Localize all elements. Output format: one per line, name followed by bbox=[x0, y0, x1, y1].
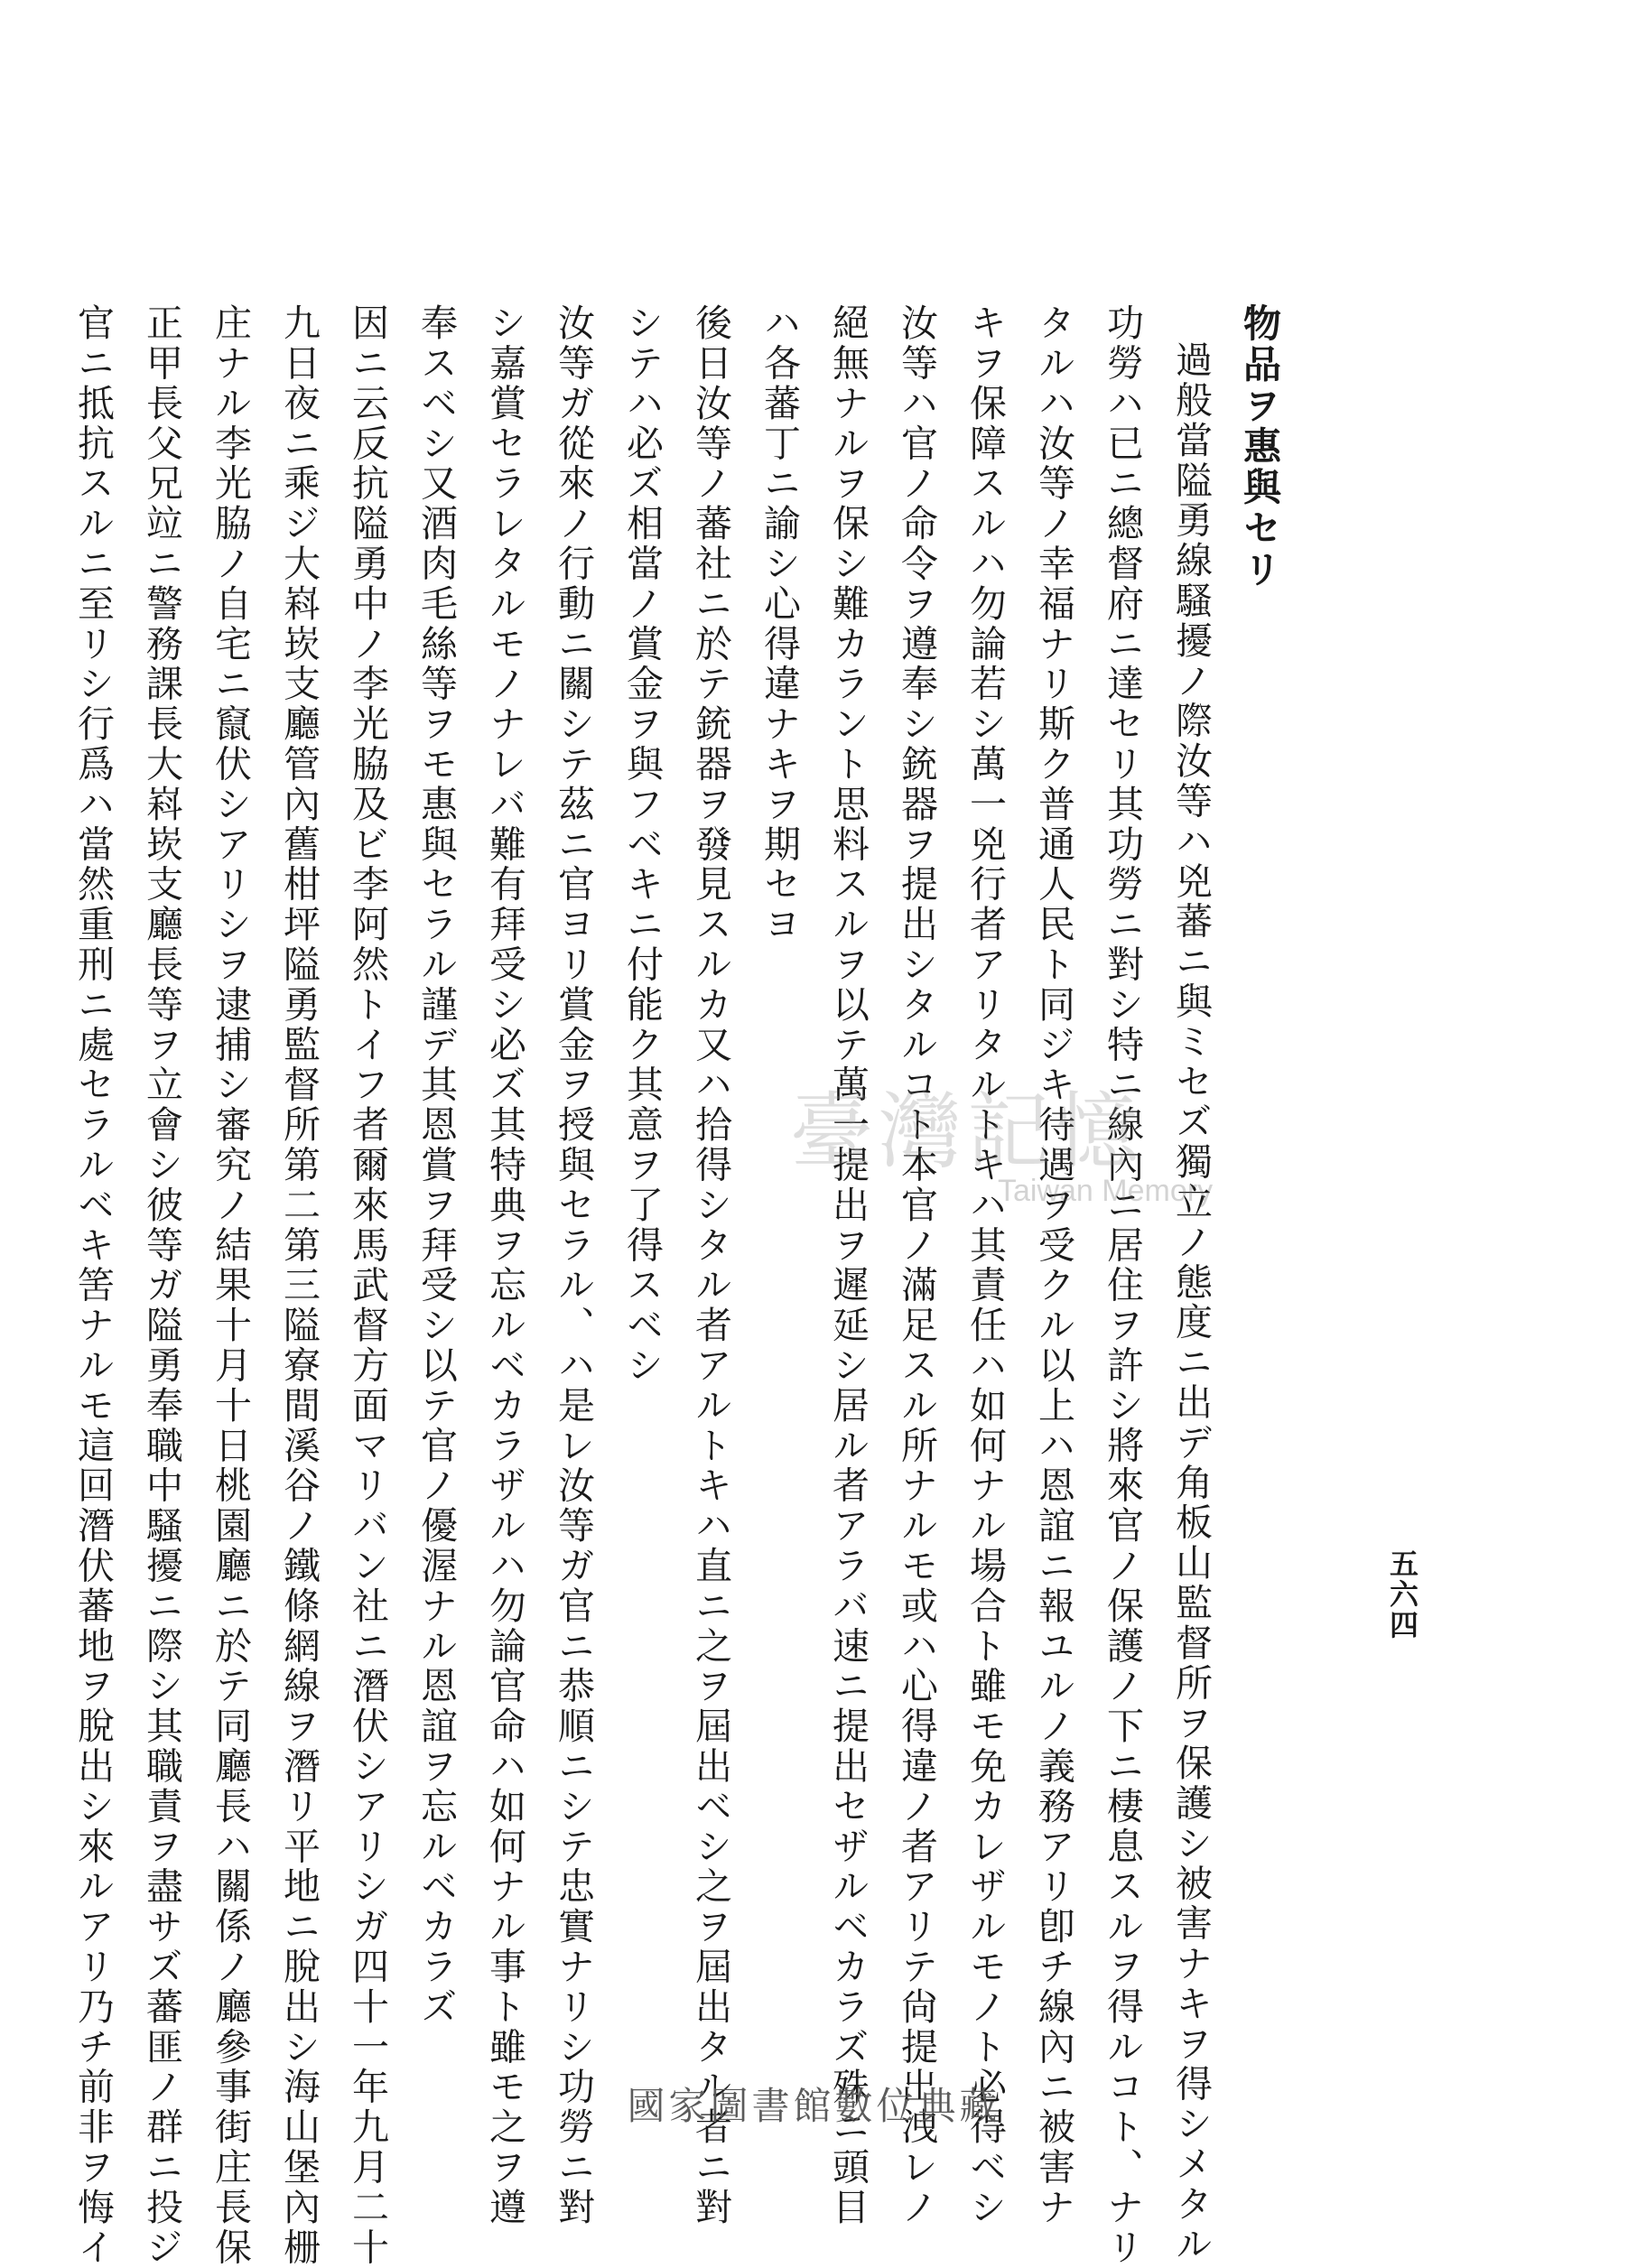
text-line: 因ニ云反抗隘勇中ノ李光脇及ビ李阿然トイフ者爾來馬武督方面マリバン社ニ潛伏シアリシガ四十一年九月二十 bbox=[346, 303, 389, 2268]
text-line: 正甲長父兄竝ニ警務課長大嵙崁支廳長等ヲ立會シ彼等ガ隘勇奉職中騷擾ニ際シ其職責ヲ盡サズ蕃匪ノ群ニ投ジ bbox=[140, 303, 183, 2268]
text-line: キヲ保障スルハ勿論若シ萬一兇行者アリタルトキハ其責任ハ如何ナル場合ト雖モ免カレザルモノト必得ベシ bbox=[963, 303, 1007, 2228]
text-line: タルハ汝等ノ幸福ナリ斯ク普通人民ト同ジキ待遇ヲ受クル以上ハ恩誼ニ報ユルノ義務アリ卽チ線內ニ被害ナ bbox=[1032, 303, 1075, 2228]
text-line: 汝等ガ從來ノ行動ニ關シテ茲ニ官ヨリ賞金ヲ授與セラル、ハ是レ汝等ガ官ニ恭順ニシテ忠實ナリシ功勞ニ對 bbox=[552, 303, 595, 2228]
text-line: シ嘉賞セラレタルモノナレバ難有拜受シ必ズ其特典ヲ忘ルベカラザルハ勿論官命ハ如何ナル事ト雖モ之ヲ遵 bbox=[483, 303, 526, 2228]
text-line: 過般當隘勇線騷擾ノ際汝等ハ兇蕃ニ與ミセズ獨立ノ態度ニ出デ角板山監督所ヲ保護シ被害ナキヲ得シメタル bbox=[1169, 340, 1213, 2265]
text-line: 後日汝等ノ蕃社ニ於テ銃器ヲ發見スルカ又ハ拾得シタル者アルトキハ直ニ之ヲ屆出ベシ之ヲ屆出タル者ニ對 bbox=[689, 303, 732, 2228]
text-line: 汝等ハ官ノ命令ヲ遵奉シ銃器ヲ提出シタルコト本官ノ滿足スル所ナルモ或ハ心得違ノ者アリテ尙提出洩レノ bbox=[895, 303, 938, 2228]
text-line: 奉スベシ又酒肉毛絲等ヲモ惠與セラル謹デ其恩賞ヲ拜受シ以テ官ノ優渥ナル恩誼ヲ忘ルベカラズ bbox=[414, 303, 458, 2028]
text-line: 官ニ抵抗スルニ至リシ行爲ハ當然重刑ニ處セラルベキ筈ナルモ這回潛伏蕃地ヲ脫出シ來ルアリ乃チ前非ヲ悔イ bbox=[71, 303, 115, 2268]
text-line: 九日夜ニ乘ジ大嵙崁支廳管內舊柑坪隘勇監督所第二第三隘寮間溪谷ノ鐵條網線ヲ潛リ平地ニ脫出シ海山堡內栅 bbox=[277, 303, 321, 2268]
watermark-subtitle: Taiwan Memory bbox=[998, 1174, 1214, 1208]
section-heading: 物品ヲ惠與セリ bbox=[1238, 303, 1282, 590]
footer-credit: 國家圖書館數位典藏 bbox=[627, 2084, 1001, 2128]
text-line: ハ各蕃丁ニ諭シ心得違ナキヲ期セヨ bbox=[758, 303, 801, 945]
page-number: 五六四 bbox=[1385, 1548, 1419, 1641]
text-line: 功勞ハ已ニ總督府ニ達セリ其功勞ニ對シ特ニ線內ニ居住ヲ許シ將來官ノ保護ノ下ニ棲息スルヲ得ルコト、ナリ bbox=[1101, 303, 1144, 2268]
text-line: シテハ必ズ相當ノ賞金ヲ與フベキニ付能ク其意ヲ了得スベシ bbox=[620, 303, 664, 1386]
text-line: 絕無ナルヲ保シ難カラント思料スルヲ以テ萬一提出ヲ遲延シ居ル者アラバ速ニ提出セザルベカラズ殊ニ頭目 bbox=[826, 303, 870, 2228]
text-line: 庄ナル李光脇ノ自宅ニ竄伏シアリシヲ逮捕シ審究ノ結果十月十日桃園廳ニ於テ同廳長ハ關係ノ廳參事街庄長保 bbox=[209, 303, 252, 2268]
watermark-text: 臺灣記憶 bbox=[790, 1083, 1145, 1180]
